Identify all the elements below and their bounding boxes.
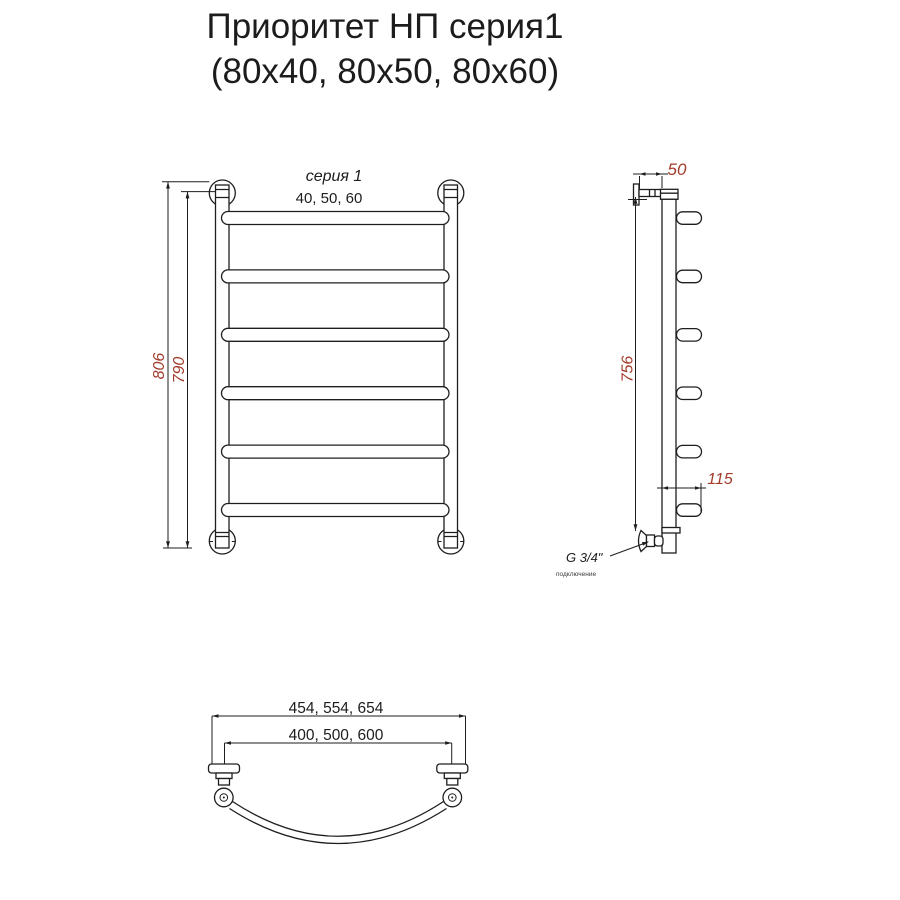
rung-4 xyxy=(222,387,450,400)
left-knob-center xyxy=(223,797,225,799)
bottom-view xyxy=(209,700,468,844)
bottom-depth-value: 115 xyxy=(707,471,733,488)
connection-caption-label: подключение xyxy=(556,571,597,578)
connection-thread-label: G 3/4" xyxy=(566,550,603,565)
dimension-mounting-height xyxy=(620,197,638,531)
right-arm-step1 xyxy=(444,773,460,779)
rung-2 xyxy=(222,270,450,283)
front-view xyxy=(151,168,464,554)
connection-callout xyxy=(556,542,649,579)
dimension-wall-offset xyxy=(633,160,687,189)
side-rung-stub-1 xyxy=(677,212,702,225)
axis-width-options: 400, 500, 600 xyxy=(288,727,384,744)
mounting-height-value: 756 xyxy=(619,355,637,383)
side-rung-stub-6 xyxy=(677,504,702,517)
side-view xyxy=(556,160,733,578)
right-arm-step2 xyxy=(447,779,458,786)
bottom-right-bracket xyxy=(437,764,468,807)
rung-5 xyxy=(222,445,450,458)
bottom-clamp xyxy=(662,528,680,534)
dimension-axis-height xyxy=(163,192,216,548)
left-arm-step2 xyxy=(219,779,230,786)
side-tube-cap xyxy=(661,189,679,199)
side-rung-stub-3 xyxy=(677,329,702,342)
axis-height-value: 790 xyxy=(171,356,188,384)
side-rung-stub-5 xyxy=(677,445,702,458)
valve-nub xyxy=(655,536,664,546)
wall-offset-value: 50 xyxy=(667,160,687,179)
bottom-left-bracket xyxy=(209,764,240,807)
dimension-axis-width xyxy=(225,741,452,770)
overall-height-value: 806 xyxy=(151,352,168,380)
overall-width-options: 454, 554, 654 xyxy=(288,700,384,717)
collar-lines-bottom xyxy=(216,533,458,537)
title-line-2: (80x40, 80x50, 80x60) xyxy=(210,52,560,91)
right-collector-tube xyxy=(444,185,458,548)
right-knob-center xyxy=(451,797,453,799)
valve-cone xyxy=(639,531,647,552)
valve-nut xyxy=(647,535,655,547)
front-width-options-label: 40, 50, 60 xyxy=(295,190,363,207)
side-rung-stub-2 xyxy=(677,270,702,283)
left-collector-tube xyxy=(216,185,230,548)
title-line-1: Приоритет НП серия1 xyxy=(206,7,564,46)
right-flange xyxy=(437,764,468,773)
curved-rung-top-edge xyxy=(233,802,444,837)
side-rung-stub-4 xyxy=(677,387,702,400)
curved-rung-bottom-edge xyxy=(230,809,447,844)
side-bracket-pin xyxy=(639,190,662,197)
rung-6 xyxy=(222,504,450,517)
side-tube xyxy=(662,199,676,553)
left-arm-step1 xyxy=(216,773,232,779)
rung-3 xyxy=(222,328,450,341)
rung-1 xyxy=(222,212,450,225)
left-flange xyxy=(209,764,240,773)
front-series-label: серия 1 xyxy=(305,168,363,185)
